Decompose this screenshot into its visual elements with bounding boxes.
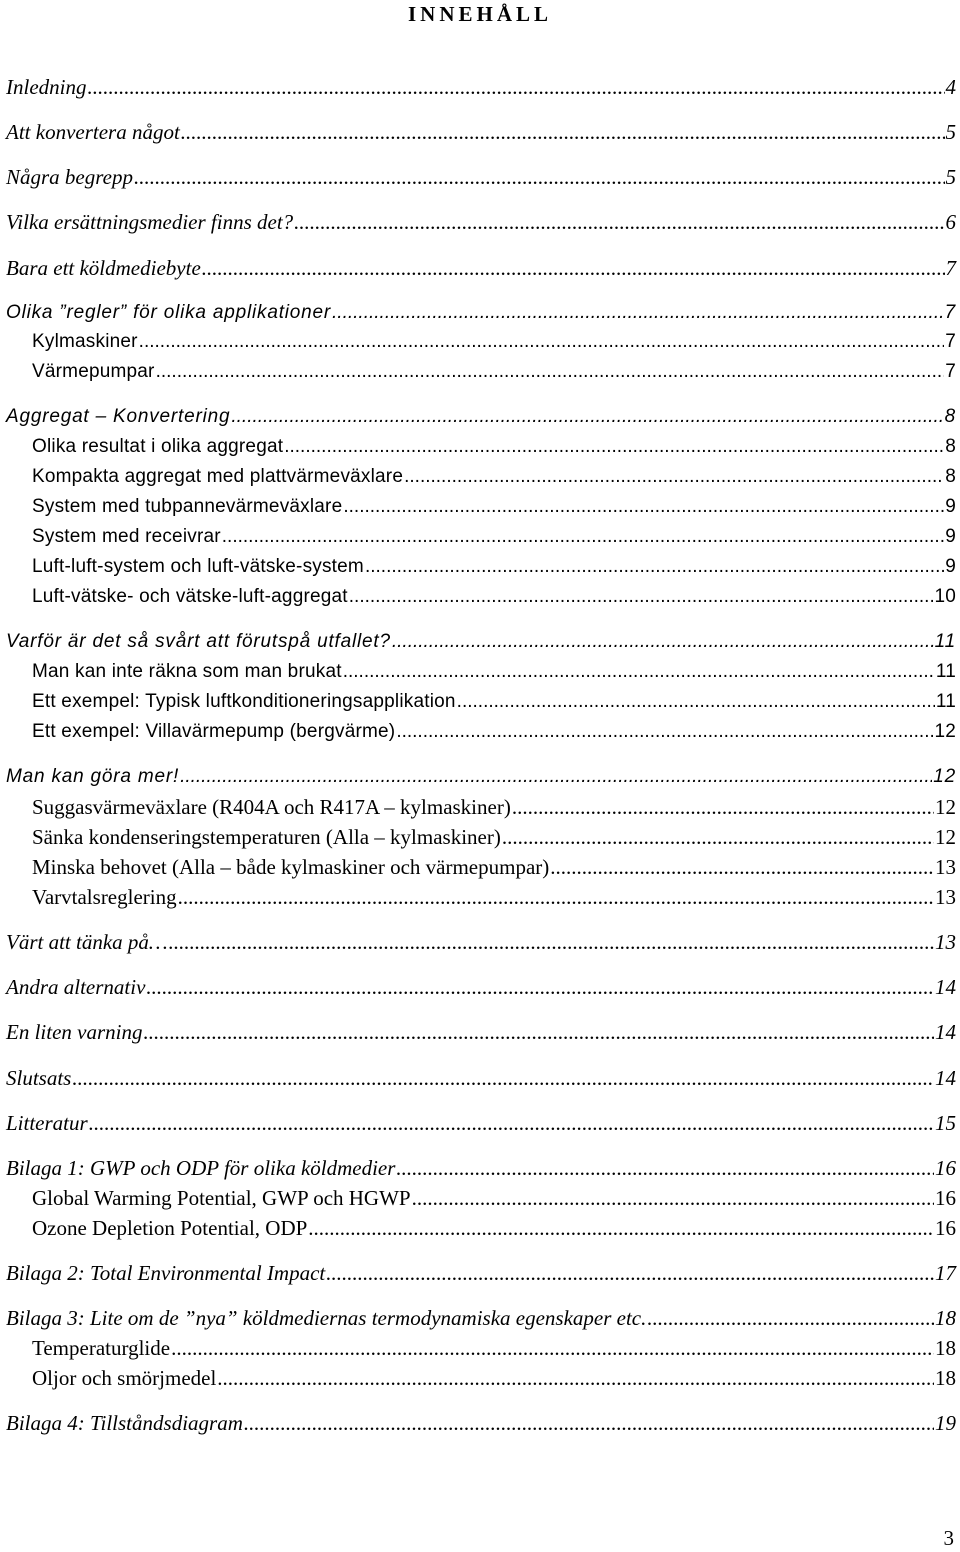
toc-entry-koldmediebyte[interactable]: Bara ett köldmediebyte ..... 7 [6,253,956,283]
toc-entry-kompakta-aggregat[interactable]: Kompakta aggregat med plattvärmeväxlare ..... 8 [6,462,956,492]
leader-dots [326,1258,934,1288]
toc-entry-ersattningsmedier[interactable]: Vilka ersättningsmedier finns det? ..... 6 [6,207,956,237]
leader-dots [412,1183,934,1213]
leader-dots [332,298,944,328]
leader-dots [169,927,934,957]
leader-dots [146,972,934,1002]
toc-entry-suggas[interactable]: Suggasvärmeväxlare (R404A och R417A – kylmaskiner) ..... 12 [6,792,956,822]
leader-dots [156,357,945,387]
leader-dots [143,1017,934,1047]
leader-dots [343,657,935,687]
leader-dots [502,822,934,852]
leader-dots [396,717,933,747]
toc-entry-varvtal[interactable]: Varvtalsreglering ..... 13 [6,882,956,912]
leader-dots [231,402,943,432]
toc-entry-nagra-begrepp[interactable]: Några begrepp ..... 5 [6,162,956,192]
toc-entry-slutsats[interactable]: Slutsats ..... 14 [6,1063,956,1093]
toc-entry-gwp[interactable]: Global Warming Potential, GWP och HGWP ..... 16 [6,1183,956,1213]
page-number: 3 [943,1526,954,1550]
leader-dots [181,117,945,147]
toc-entry-att-konvertera[interactable]: Att konvertera något ..... 5 [6,117,956,147]
leader-dots [180,762,932,792]
leader-dots [294,207,944,237]
toc-entry-receivrar[interactable]: System med receivrar ..... 9 [6,522,956,552]
toc-entry-bilaga-3[interactable]: Bilaga 3: Lite om de ”nya” köldmediernas termodynamiska egenskaper etc. ..... 18 [6,1303,956,1333]
toc-entry-kylmaskiner[interactable]: Kylmaskiner ..... 7 [6,327,956,357]
leader-dots [308,1213,934,1243]
leader-dots [512,792,934,822]
toc-entry-gora-mer[interactable]: Man kan göra mer! ..... 12 [6,762,956,792]
leader-dots [244,1408,934,1438]
leader-dots [217,1363,934,1393]
toc-entry-bilaga-1[interactable]: Bilaga 1: GWP och ODP för olika köldmedier ..... 16 [6,1153,956,1183]
leader-dots [457,687,935,717]
page-title: INNEHÅLL [407,2,553,26]
toc-entry-tubpanne[interactable]: System med tubpannevärmeväxlare ..... 9 [6,492,956,522]
toc-entry-litteratur[interactable]: Litteratur ..... 15 [6,1108,956,1138]
toc-entry-rakna[interactable]: Man kan inte räkna som man brukat ..... 11 [6,657,956,687]
leader-dots [392,627,934,657]
leader-dots [87,72,944,102]
toc-entry-exempel-luftkond[interactable]: Ett exempel: Typisk luftkonditioneringsapplikation ..... 11 [6,687,956,717]
leader-dots [202,253,945,283]
toc-entry-exempel-villa[interactable]: Ett exempel: Villavärmepump (bergvärme) ..... 12 [6,717,956,747]
toc-entry-bilaga-2[interactable]: Bilaga 2: Total Environmental Impact ..... 17 [6,1258,956,1288]
toc-entry-olika-regler[interactable]: Olika ”regler” för olika applikationer ..... 7 [6,298,956,328]
leader-dots [284,432,944,462]
toc-entry-andra-alternativ[interactable]: Andra alternativ ..... 14 [6,972,956,1002]
toc-entry-luft-vatske[interactable]: Luft-vätske- och vätske-luft-aggregat ..... 10 [6,582,956,612]
leader-dots [222,522,944,552]
toc-entry-bilaga-4[interactable]: Bilaga 4: Tillståndsdiagram ..... 19 [6,1408,956,1438]
toc-entry-temperaturglide[interactable]: Temperaturglide ..... 18 [6,1333,956,1363]
leader-dots [647,1303,934,1333]
leader-dots [139,327,945,357]
leader-dots [550,852,934,882]
leader-dots [343,492,944,522]
leader-dots [72,1063,934,1093]
leader-dots [404,462,944,492]
toc-entry-inledning[interactable]: Inledning ..... 4 [6,72,956,102]
toc-entry-minska-behovet[interactable]: Minska behovet (Alla – både kylmaskiner och värmepumpar) ..... 13 [6,852,956,882]
leader-dots [396,1153,934,1183]
leader-dots [134,162,945,192]
toc-entry-varning[interactable]: En liten varning ..... 14 [6,1017,956,1047]
toc-entry-kondensering[interactable]: Sänka kondenseringstemperaturen (Alla – kylmaskiner) ..... 12 [6,822,956,852]
leader-dots [171,1333,934,1363]
leader-dots [178,882,934,912]
toc-entry-oljor[interactable]: Oljor och smörjmedel ..... 18 [6,1363,956,1393]
toc-entry-varmepumpar[interactable]: Värmepumpar ..... 7 [6,357,956,387]
toc-entry-olika-resultat[interactable]: Olika resultat i olika aggregat ..... 8 [6,432,956,462]
toc-entry-forutspa[interactable]: Varför är det så svårt att förutspå utfallet? ..... 11 [6,627,956,657]
toc-entry-luft-luft[interactable]: Luft-luft-system och luft-vätske-system ..... 9 [6,552,956,582]
toc-entry-vart-att-tanka[interactable]: Värt att tänka på… ..... 13 [6,927,956,957]
toc-entry-odp[interactable]: Ozone Depletion Potential, ODP ..... 16 [6,1213,956,1243]
leader-dots [89,1108,934,1138]
leader-dots [349,582,934,612]
leader-dots [365,552,944,582]
toc-entry-aggregat[interactable]: Aggregat – Konvertering ..... 8 [6,402,956,432]
